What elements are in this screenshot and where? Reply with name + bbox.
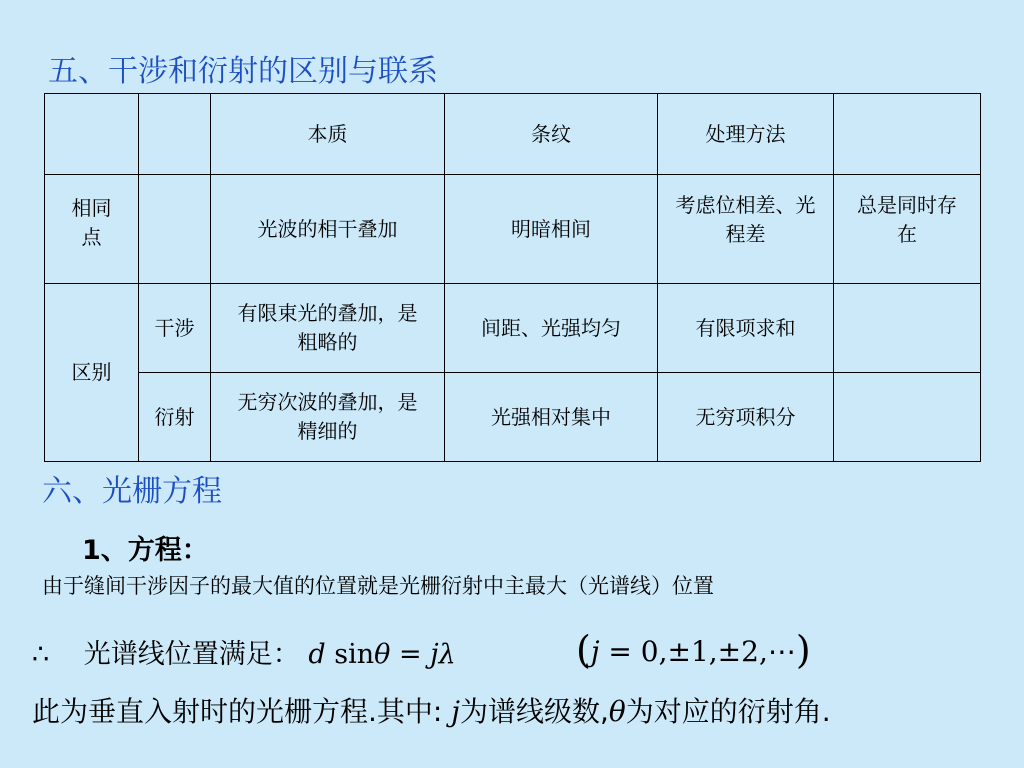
left-paren: ( <box>576 628 591 672</box>
table-row-same <box>45 175 981 284</box>
same-extra: 总是同时存在 <box>834 175 981 284</box>
interference-label: 干涉 <box>139 284 211 373</box>
formula-lambda: λ <box>438 639 456 670</box>
formula-lead-text: 光谱线位置满足： <box>83 639 300 670</box>
diffraction-nature: 无穷次波的叠加，是精细的 <box>211 373 445 462</box>
same-fringes: 明暗相间 <box>445 175 658 284</box>
equation-subtitle: 1、方程： <box>82 535 209 566</box>
right-paren: ) <box>795 628 811 672</box>
blank-cell <box>834 284 981 373</box>
diffraction-method: 无穷项积分 <box>658 373 834 462</box>
same-method: 考虑位相差、光程差 <box>658 175 834 284</box>
header-cell-blank <box>45 94 139 175</box>
blank-cell <box>834 373 981 462</box>
diffraction-label: 衍射 <box>139 373 211 462</box>
condition-values: = 0,±1,±2,⋯ <box>599 635 796 668</box>
conclusion-j: j <box>451 695 460 728</box>
condition-j: j <box>590 635 600 668</box>
section-5-title: 五、干涉和衍射的区别与联系 <box>48 54 438 89</box>
formula-math <box>308 639 455 670</box>
formula-condition <box>576 628 811 672</box>
header-nature: 本质 <box>211 94 445 175</box>
formula-j: j <box>430 639 439 670</box>
conclusion-part3: 为对应的衍射角. <box>625 695 831 728</box>
interference-method: 有限项求和 <box>658 284 834 373</box>
interference-nature: 有限束光的叠加，是粗略的 <box>211 284 445 373</box>
grating-description: 由于缝间干涉因子的最大值的位置就是光栅衍射中主最大（光谱线）位置 <box>42 574 714 598</box>
grating-equation <box>32 628 811 672</box>
header-fringes: 条纹 <box>445 94 658 175</box>
formula-equals: = <box>390 639 431 670</box>
formula-theta: θ <box>374 639 391 670</box>
same-label: 相同点 <box>45 175 139 284</box>
conclusion-line <box>32 690 831 730</box>
diffraction-fringes: 光强相对集中 <box>445 373 658 462</box>
header-cell-blank <box>834 94 981 175</box>
table-header-row <box>45 94 981 175</box>
table-row-interference <box>45 284 981 373</box>
blank-cell <box>139 175 211 284</box>
difference-label: 区别 <box>45 284 139 462</box>
conclusion-theta: θ <box>608 695 626 728</box>
therefore-symbol: ∴ <box>32 639 50 670</box>
interference-fringes: 间距、光强均匀 <box>445 284 658 373</box>
table-row-diffraction <box>45 373 981 462</box>
conclusion-part2: 为谱线级数, <box>459 695 609 728</box>
formula-d: d <box>308 639 326 670</box>
comparison-table <box>44 93 981 462</box>
same-nature: 光波的相干叠加 <box>211 175 445 284</box>
formula-sin: sin <box>334 639 375 670</box>
header-method: 处理方法 <box>658 94 834 175</box>
conclusion-part1: 此为垂直入射时的光栅方程.其中: <box>32 695 452 728</box>
header-cell-blank <box>139 94 211 175</box>
section-6-title: 六、光栅方程 <box>42 474 222 509</box>
